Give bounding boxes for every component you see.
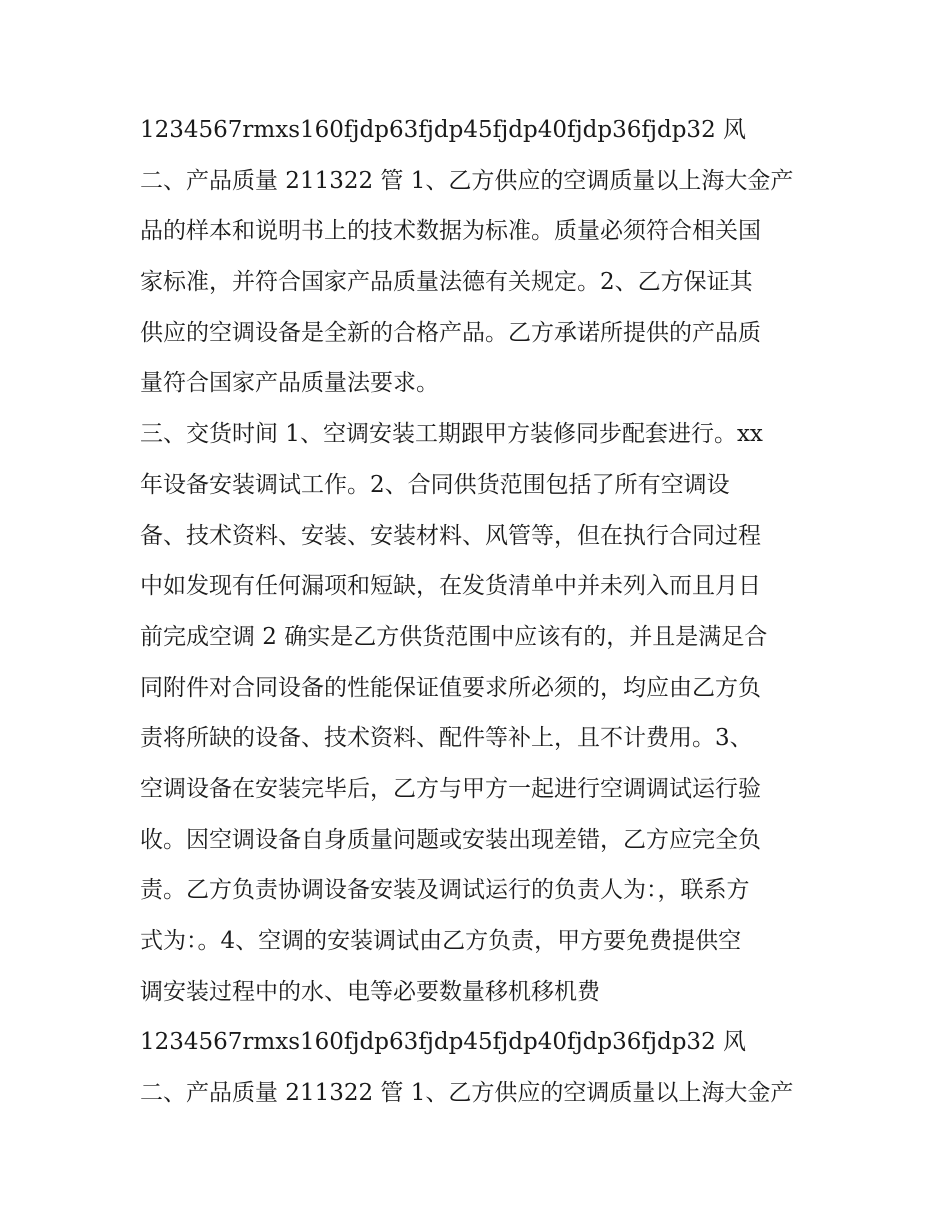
- text-line: 三、交货时间 1、空调安装工期跟甲方装修同步配套进行。xx: [140, 421, 763, 447]
- text-line: 式为：。4、空调的安装调试由乙方负责，甲方要免费提供空: [140, 928, 742, 954]
- text-line: 量符合国家产品质量法要求。: [140, 370, 439, 396]
- text-line: 年设备安装调试工作。2、合同供货范围包括了所有空调设: [140, 472, 730, 498]
- text-line: 备、技术资料、安装、安装材料、风管等，但在执行合同过程: [140, 523, 761, 549]
- text-line: 二、产品质量 211322 管 1、乙方供应的空调质量以上海大金产: [140, 1080, 794, 1106]
- text-line: 1234567rmxs160fjdp63fjdp45fjdp40fjdp36fjdp32 风: [140, 117, 747, 143]
- text-line: 责。乙方负责协调设备安装及调试运行的负责人为：，联系方: [140, 877, 750, 903]
- text-line: 中如发现有任何漏项和短缺，在发货清单中并未列入而且月日: [140, 573, 761, 599]
- text-line: 品的样本和说明书上的技术数据为标准。质量必须符合相关国: [140, 218, 761, 244]
- text-line: 收。因空调设备自身质量问题或安装出现差错，乙方应完全负: [140, 827, 761, 853]
- text-line: 同附件对合同设备的性能保证值要求所必须的，均应由乙方负: [140, 675, 761, 701]
- text-line: 二、产品质量 211322 管 1、乙方供应的空调质量以上海大金产: [140, 168, 794, 194]
- text-line: 家标准，并符合国家产品质量法德有关规定。2、乙方保证其: [140, 269, 753, 295]
- text-line: 1234567rmxs160fjdp63fjdp45fjdp40fjdp36fjdp32 风: [140, 1029, 747, 1055]
- text-line: 供应的空调设备是全新的合格产品。乙方承诺所提供的产品质: [140, 320, 761, 346]
- text-line: 前完成空调 2 确实是乙方供货范围中应该有的，并且是满足合: [140, 624, 768, 650]
- text-line: 责将所缺的设备、技术资料、配件等补上，且不计费用。3、: [140, 725, 753, 751]
- text-line: 调安装过程中的水、电等必要数量移机移机费: [140, 979, 600, 1005]
- text-line: 空调设备在安装完毕后，乙方与甲方一起进行空调调试运行验: [140, 776, 761, 802]
